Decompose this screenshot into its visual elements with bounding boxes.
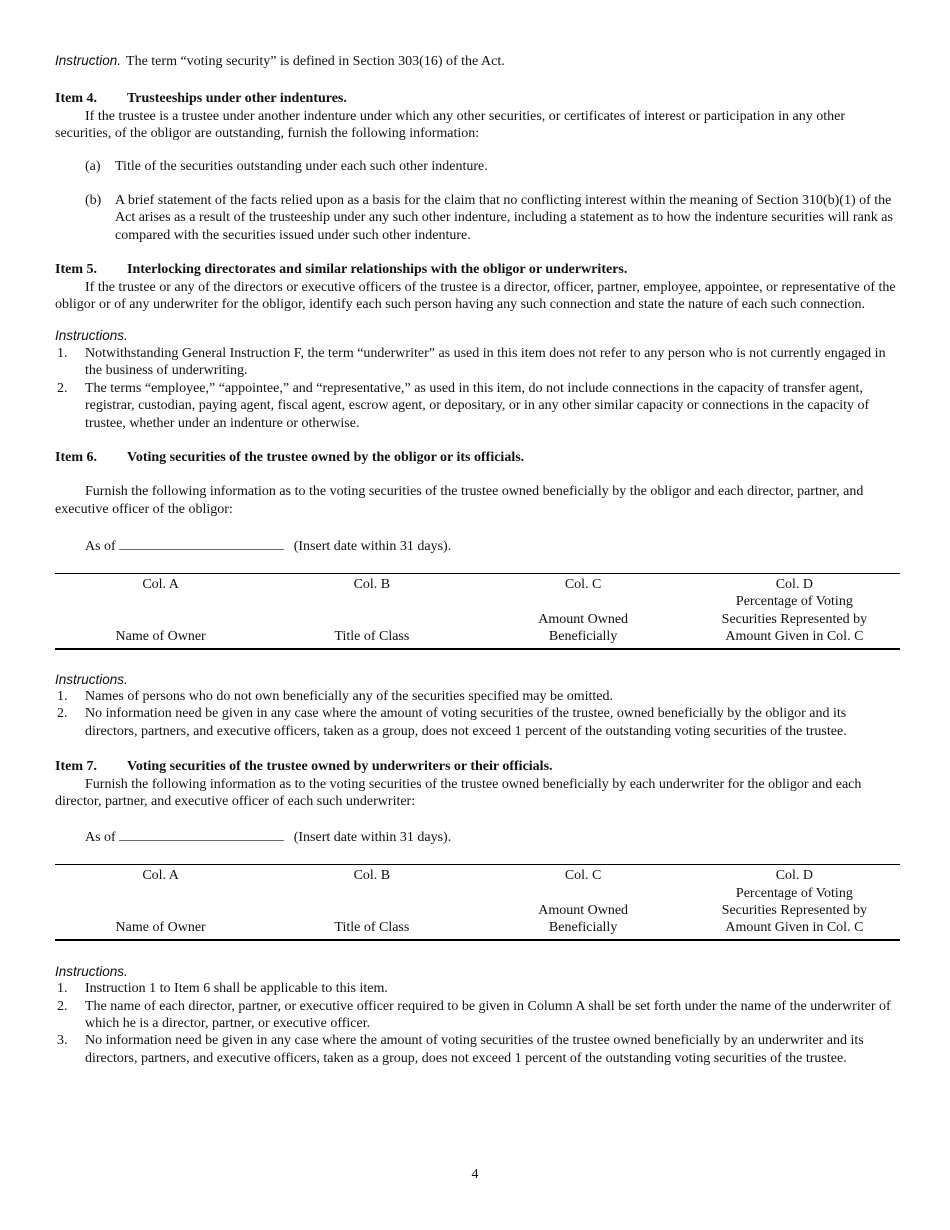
table-column-b [266, 867, 477, 937]
column-a-label: Name of Owner [115, 629, 206, 645]
instruction-text: The term “voting security” is defined in Section 303(16) of the Act. [126, 54, 505, 69]
asof-suffix: (Insert date within 31 days). [293, 539, 452, 555]
item4-sub-b-text: A brief statement of the facts relied upon as a basis for the claim that no conflicting interest within the meaning of Section 310(b)(1) of the Act arises as a result of the trusteeship under any such other indenture, including a statement as to how the indenture securities will rank as compared with the securities issued under such other indenture. [115, 193, 893, 243]
table-column-a [55, 867, 266, 937]
column-c-line-1: Amount Owned [538, 902, 629, 918]
asof-date-blank [119, 826, 284, 841]
column-b-header: Col. B [353, 867, 391, 883]
ownership-table-item7 [55, 864, 900, 941]
item7-instruction-2 [55, 998, 900, 1033]
asof-prefix: As of [85, 830, 116, 846]
item5-instruction-1 [55, 345, 900, 380]
instruction-label: Instruction. [55, 53, 122, 68]
item4-sub-a-text: Title of the securities outstanding under each such other indenture. [115, 158, 488, 174]
list-marker-3: 3. [57, 1033, 68, 1049]
item7-number: Item 7. [55, 759, 97, 775]
list-marker-b: (b) [85, 193, 102, 209]
item6-body: Furnish the following information as to the voting securities of the trustee owned beneficially by the obligor and each director, partner, and executive officer of the obligor: [55, 484, 864, 517]
item7-body: Furnish the following information as to the voting securities of the trustee owned beneficially by each underwriter for the obligor and each director, partner, and executive officer of each such underwriter: [55, 776, 862, 809]
item7-heading [55, 758, 900, 775]
column-d-line-1: Percentage of Voting [735, 594, 853, 610]
item7-title: Voting securities of the trustee owned by underwriters or their officials. [127, 759, 553, 775]
item7-instruction-1-text: Instruction 1 to Item 6 shall be applicable to this item. [85, 981, 388, 997]
item5-heading [55, 261, 900, 278]
table-column-c [478, 576, 689, 646]
column-d-line-2: Securities Represented by [721, 611, 868, 627]
item6-instructions-heading: Instructions. [55, 671, 128, 687]
column-d-header: Col. D [775, 576, 814, 592]
item7-asof-line [85, 826, 900, 846]
list-marker-1: 1. [57, 345, 68, 361]
item5-number: Item 5. [55, 262, 97, 278]
table-column-c [478, 867, 689, 937]
item5-body: If the trustee or any of the directors or executive officers of the trustee is a director, officer, partner, employee, appointee, or representative of the obligor or of any underwriter for the obligor, identify each such person having any such connection and state the nature of each such connection. [55, 279, 896, 313]
list-marker-2: 2. [57, 998, 68, 1014]
column-c-line-2: Beneficially [548, 629, 618, 645]
item4-sub-b [55, 192, 900, 244]
item6-asof-line [85, 535, 900, 555]
column-d-label [689, 885, 900, 937]
column-c-header: Col. C [564, 867, 602, 883]
list-marker-1: 1. [57, 688, 68, 704]
item5-instruction-1-text: Notwithstanding General Instruction F, the term “underwriter” as used in this item does not refer to any person who is not currently engaged in the business of underwriting. [85, 345, 886, 379]
column-a-header: Col. A [142, 576, 179, 592]
column-a-header: Col. A [142, 867, 179, 883]
column-b-label: Title of Class [334, 629, 410, 645]
list-marker-2: 2. [57, 380, 68, 396]
column-d-line-3: Amount Given in Col. C [725, 629, 864, 645]
item7-instruction-3 [55, 1032, 900, 1067]
item6-title: Voting securities of the trustee owned by the obligor or its officials. [127, 449, 525, 465]
item4-body: If the trustee is a trustee under another indenture under which any other securities, or certificates of interest or participation in any other securities, of the obligor are outstanding, furnish the following information: [55, 108, 845, 142]
item7-instruction-3-text: No information need be given in any case where the amount of voting securities of the trustee owned beneficially by an underwriter and its directors, partners, and executive officers, taken as a group, does not exceed 1 percent of the outstanding voting securities of the trustee. [85, 1033, 864, 1066]
item5-instructions-heading: Instructions. [55, 328, 128, 344]
column-c-label [478, 902, 689, 937]
item6-instruction-1-text: Names of persons who do not own beneficially any of the securities specified may be omitted. [85, 688, 613, 704]
column-b-label: Title of Class [334, 920, 410, 936]
asof-date-blank [119, 535, 284, 550]
column-c-header: Col. C [564, 576, 602, 592]
item4-title: Trusteeships under other indentures. [127, 91, 347, 107]
column-d-line-2: Securities Represented by [721, 902, 868, 918]
column-b-header: Col. B [353, 576, 391, 592]
table-column-a [55, 576, 266, 646]
list-marker-2: 2. [57, 706, 68, 722]
list-marker-1: 1. [57, 981, 68, 997]
column-a-label: Name of Owner [115, 920, 206, 936]
column-c-line-1: Amount Owned [538, 611, 629, 627]
column-d-line-3: Amount Given in Col. C [725, 920, 864, 936]
item4-heading [55, 90, 900, 107]
item5-title: Interlocking directorates and similar relationships with the obligor or underwriters. [127, 262, 628, 278]
table-column-d [689, 576, 900, 646]
column-c-line-2: Beneficially [548, 920, 618, 936]
list-marker-a: (a) [85, 158, 101, 174]
item6-instruction-2-text: No information need be given in any case where the amount of voting securities of the trustee, owned beneficially by the obligor and its directors, partners, and executive officers, taken as a group, does not exceed 1 percent of the outstanding voting securities of the trustee. [85, 706, 847, 739]
item7-instructions-heading: Instructions. [55, 963, 128, 979]
table-column-b [266, 576, 477, 646]
item7-instruction-2-text: The name of each director, partner, or executive officer required to be given in Column A shall be set forth under the name of the underwriter of which he is a director, partner, or executive officer. [85, 998, 891, 1031]
instruction-note [55, 52, 900, 70]
item6-number: Item 6. [55, 449, 97, 465]
page-number: 4 [471, 1167, 479, 1182]
item5-instruction-2 [55, 380, 900, 432]
table-column-d [689, 867, 900, 937]
item7-instruction-1 [55, 980, 900, 997]
item4-sub-a [55, 158, 900, 175]
ownership-table-item6 [55, 573, 900, 650]
asof-suffix: (Insert date within 31 days). [293, 830, 452, 846]
column-c-label [478, 611, 689, 646]
item6-instruction-1 [55, 688, 900, 705]
column-d-line-1: Percentage of Voting [735, 885, 853, 901]
item4-number: Item 4. [55, 91, 97, 107]
asof-prefix: As of [85, 539, 116, 555]
item6-heading [55, 449, 900, 466]
column-d-header: Col. D [775, 867, 814, 883]
item6-instruction-2 [55, 705, 900, 740]
item5-instruction-2-text: The terms “employee,” “appointee,” and “representative,” as used in this item, do not include connections in the capacity of transfer agent, registrar, custodian, paying agent, fiscal agent, escrow agent, or depositary, or in any other similar capacity or connections in the capacity of trustee, whether under an indenture or otherwise. [85, 380, 870, 431]
column-d-label [689, 593, 900, 645]
